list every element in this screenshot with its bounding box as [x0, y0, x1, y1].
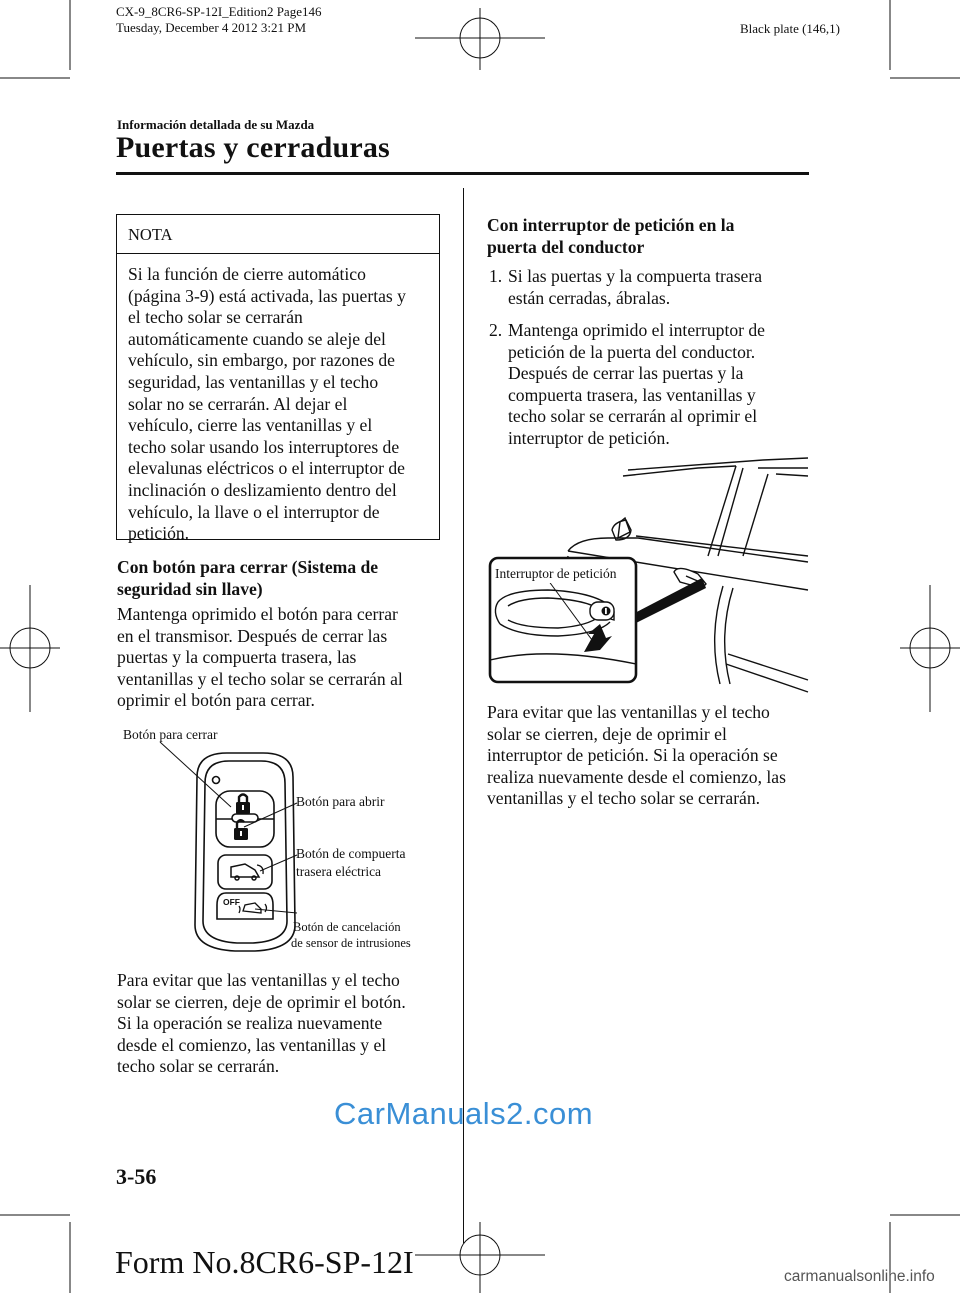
step-2 — [489, 320, 809, 452]
note-line: petición. — [128, 523, 190, 544]
step-line: petición de la puerta del conductor. — [508, 341, 756, 362]
plate-label: Black plate (146,1) — [740, 21, 840, 36]
paragraph-line: en el transmisor. Después de cerrar las — [117, 625, 388, 646]
section-small-title: Información detallada de su Mazda — [117, 117, 315, 132]
keyless-heading — [117, 557, 378, 600]
paragraph-line: solar se cierren, deje de oprimir el botón. — [117, 991, 406, 1012]
paragraph-line: Para evitar que las ventanillas y el techo — [487, 702, 770, 722]
paragraph-line: interruptor de petición. Si la operación se — [487, 745, 778, 766]
step-line: compuerta trasera, las ventanillas y — [508, 384, 756, 405]
note-line: vehículo, cierre las ventanillas y el — [128, 415, 373, 436]
note-line: vehículo, sin embargo, por razones de — [128, 350, 395, 371]
doc-id: CX-9_8CR6-SP-12I_Edition2 Page146 — [116, 4, 322, 19]
label-line: Botón de compuerta — [296, 846, 406, 861]
step-number: 2. — [489, 320, 503, 340]
label-line: de sensor de intrusiones — [291, 936, 411, 950]
print-header — [116, 4, 321, 36]
note-line: Si la función de cierre automático — [128, 264, 366, 284]
form-number: Form No.8CR6-SP-12I — [115, 1244, 414, 1280]
note-line: vehículo, la llave o el interruptor de — [128, 501, 380, 522]
step-text — [508, 266, 762, 309]
note-line: techo solar usando los interruptores de — [128, 436, 400, 457]
step-line: Después de cerrar las puertas y la — [508, 363, 744, 384]
heading-line: Con botón para cerrar (Sistema de — [117, 557, 379, 577]
label-unlock-button: Botón para abrir — [296, 794, 385, 809]
note-line: el techo solar se cerrarán — [128, 307, 303, 328]
header-rule — [116, 172, 809, 175]
note-line: inclinación o deslizamiento dentro del — [128, 479, 397, 500]
keyless-stop-paragraph — [117, 970, 406, 1078]
label-request-switch: Interruptor de petición — [495, 566, 617, 581]
paragraph-line: desde el comienzo, las ventanillas y el — [117, 1034, 387, 1055]
column-divider — [463, 188, 464, 1243]
step-line: techo solar se cerrarán al oprimir el — [508, 406, 758, 427]
note-line: automáticamente cuando se aleje del — [128, 328, 386, 349]
heading-line: puerta del conductor — [487, 236, 645, 257]
step-line: interruptor de petición. — [508, 427, 670, 448]
paragraph-line: ventanillas y el techo solar se cerrarán al — [117, 668, 403, 689]
note-body — [117, 254, 439, 545]
label-liftgate-button — [296, 845, 405, 881]
watermark-text: CarManuals2.com — [334, 1096, 594, 1131]
step-line: Mantenga oprimido el interruptor de — [508, 320, 765, 340]
paragraph-line: Para evitar que las ventanillas y el techo — [117, 970, 400, 990]
paragraph-line: Mantenga oprimido el botón para cerrar — [117, 604, 398, 624]
note-line: seguridad, las ventanillas y el techo — [128, 371, 379, 392]
request-switch-stop-paragraph — [487, 702, 786, 810]
paragraph-line: Si la operación se realiza nuevamente — [117, 1013, 383, 1034]
paragraph-line: ventanillas y el techo solar se cerrarán. — [487, 788, 761, 809]
label-line: trasera eléctrica — [296, 864, 382, 879]
paragraph-line: solar se cierren, deje de oprimir el — [487, 723, 727, 744]
label-line: Botón de cancelación — [293, 920, 401, 934]
paragraph-line: oprimir el botón para cerrar. — [117, 690, 315, 711]
step-line: están cerradas, ábralas. — [508, 287, 671, 308]
note-line: elevalunas eléctricos o el interruptor de — [128, 458, 405, 479]
keyless-paragraph — [117, 604, 403, 712]
note-line: (página 3-9) está activada, las puertas y — [128, 285, 406, 306]
paragraph-line: puertas y la compuerta trasera, las — [117, 647, 357, 668]
print-timestamp: Tuesday, December 4 2012 3:21 PM — [116, 20, 307, 35]
note-title: NOTA — [117, 215, 439, 254]
paragraph-line: techo solar se cerrarán. — [117, 1056, 280, 1077]
paragraph-line: realiza nuevamente desde el comienzo, las — [487, 766, 786, 787]
step-line: Si las puertas y la compuerta trasera — [508, 266, 763, 286]
step-number: 1. — [489, 266, 503, 286]
note-box — [116, 214, 440, 544]
label-lock-button: Botón para cerrar — [123, 727, 218, 742]
off-mark: OFF — [223, 897, 240, 907]
section-title: Puertas y cerraduras — [116, 131, 390, 164]
heading-line: Con interruptor de petición en la — [487, 215, 735, 235]
site-watermark: carmanualsonline.info — [784, 1268, 935, 1285]
step-text — [508, 320, 765, 450]
step-1 — [489, 266, 809, 312]
page-number: 3-56 — [116, 1164, 157, 1189]
label-intrusion-button — [291, 919, 411, 951]
heading-line: seguridad sin llave) — [117, 578, 263, 599]
note-line: solar no se cerrarán. Al dejar el — [128, 393, 348, 414]
request-switch-heading — [487, 215, 734, 258]
